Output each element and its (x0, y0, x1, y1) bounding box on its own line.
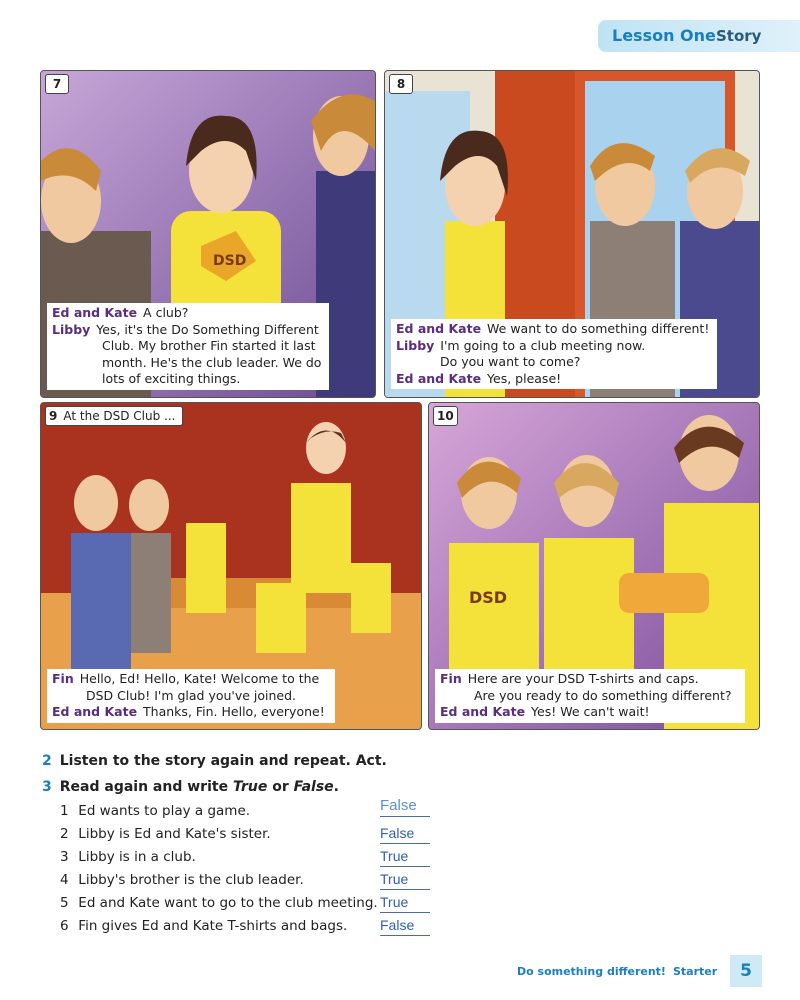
answer-field[interactable]: False (380, 823, 430, 844)
dialogue-line: month. He's the club leader. We do (102, 354, 322, 370)
dialogue-line: Club. My brother Fin started it last (102, 338, 316, 353)
dialogue-line: Libby I'm going to a club meeting now. (396, 337, 646, 353)
answer-field[interactable]: True (380, 869, 430, 890)
dialogue-line: Ed and Kate Thanks, Fin. Hello, everyone! (52, 704, 325, 719)
lesson-title: Lesson One (612, 26, 716, 45)
speech-bubble (47, 669, 335, 723)
story-panel-9 (40, 402, 422, 730)
true-false-list (60, 797, 462, 938)
exercise-instruction: Listen to the story again and repeat. Act. (59, 753, 387, 769)
list-item: 2 Libby is Ed and Kate's sister. False (60, 823, 462, 846)
panel-number: 10 (433, 406, 458, 426)
list-item: 5 Ed and Kate want to go to the club meeting. True (60, 892, 462, 915)
panel-number: 9 (49, 409, 58, 423)
dsd-logo-icon: DSD (213, 253, 247, 269)
exercises-section (42, 748, 462, 938)
answer-field[interactable]: False (380, 915, 430, 936)
panel-number-caption (45, 406, 183, 426)
list-item: 6 Fin gives Ed and Kate T-shirts and bags. False (60, 915, 462, 938)
story-panel-10 (428, 402, 760, 730)
speech-bubble (391, 319, 717, 389)
panel-caption: At the DSD Club ... (63, 409, 176, 423)
dialogue-line: Ed and Kate Yes! We can't wait! (440, 704, 650, 719)
footer-unit: Starter (673, 965, 718, 978)
dialogue-line: Fin Here are your DSD T-shirts and caps. (440, 671, 699, 686)
page-number: 5 (730, 955, 762, 987)
dsd-logo-icon: DSD (469, 588, 508, 607)
dialogue-line: DSD Club! I'm glad you've joined. (86, 687, 297, 703)
list-item: 4 Libby's brother is the club leader. True (60, 869, 462, 892)
dialogue-line: Ed and Kate A club? (52, 305, 189, 320)
exercise-number: 3 (42, 779, 52, 795)
dialogue-line: Do you want to come? (440, 354, 581, 369)
story-panel-7 (40, 70, 376, 398)
list-item: 1 Ed wants to play a game. False (60, 800, 462, 823)
answer-field[interactable]: True (380, 846, 430, 867)
dialogue-line: Fin Hello, Ed! Hello, Kate! Welcome to the (52, 671, 320, 686)
speech-bubble (47, 303, 329, 390)
speech-bubble (435, 669, 745, 723)
answer-field[interactable]: False (380, 796, 430, 817)
dialogue-line: Libby Yes, it's the Do Something Different (52, 321, 319, 337)
exercise-number: 2 (42, 753, 52, 769)
dialogue-line: Are you ready to do something different? (474, 687, 732, 703)
story-panel-8 (384, 70, 760, 398)
section-title: Story (716, 27, 762, 45)
dialogue-line: Ed and Kate Yes, please! (396, 370, 562, 386)
lesson-header (598, 20, 800, 52)
list-item: 3 Libby is in a club. True (60, 846, 462, 869)
footer-unit-title: Do something different! (517, 965, 666, 978)
dialogue-line: lots of exciting things. (102, 371, 241, 386)
answer-field[interactable]: True (380, 892, 430, 913)
panel-number: 7 (45, 74, 69, 94)
exercise-3: 3 Read again and write True or False. (42, 779, 339, 795)
exercise-2 (42, 748, 462, 774)
panel-number: 8 (389, 74, 413, 94)
dialogue-line: Ed and Kate We want to do something different! (396, 321, 710, 336)
